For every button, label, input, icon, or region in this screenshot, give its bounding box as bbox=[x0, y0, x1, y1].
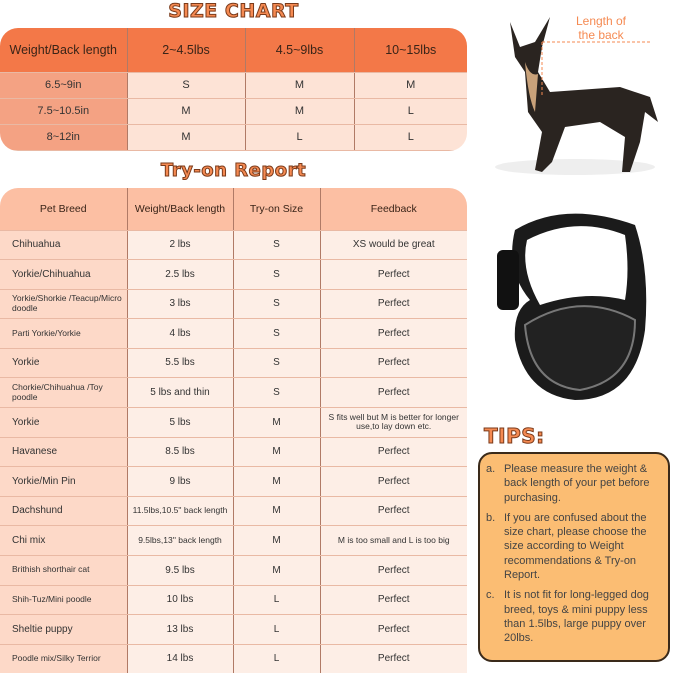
tryon-cell: Perfect bbox=[320, 556, 467, 586]
tip-text: Please measure the weight & back length of your pet before purchasing. bbox=[504, 463, 650, 504]
tryon-cell: S fits well but M is better for longer use,to lay down etc. bbox=[320, 408, 467, 438]
tryon-cell: 10 lbs bbox=[127, 585, 233, 615]
tryon-cell: Perfect bbox=[320, 467, 467, 497]
tryon-header-cell: Weight/Back length bbox=[127, 188, 233, 230]
tryon-cell: 9.5lbs,13'' back length bbox=[127, 526, 233, 556]
table-row bbox=[0, 260, 467, 290]
tryon-cell: Chihuahua bbox=[0, 230, 127, 260]
table-row bbox=[0, 408, 467, 438]
size-chart-title: SIZE CHART bbox=[168, 0, 299, 22]
size-cell: 6.5~9in bbox=[0, 72, 127, 98]
tryon-header-cell: Try-on Size bbox=[233, 188, 320, 230]
tryon-cell: M is too small and L is too big bbox=[320, 526, 467, 556]
tryon-cell: Perfect bbox=[320, 260, 467, 290]
tips-box bbox=[478, 452, 670, 662]
tryon-cell: Dachshund bbox=[0, 496, 127, 526]
table-row bbox=[0, 230, 467, 260]
tryon-cell: 5.5 lbs bbox=[127, 348, 233, 378]
tryon-cell: 14 lbs bbox=[127, 644, 233, 673]
tryon-cell: 5 lbs and thin bbox=[127, 378, 233, 408]
tryon-cell: 9 lbs bbox=[127, 467, 233, 497]
tryon-header-cell: Feedback bbox=[320, 188, 467, 230]
tryon-cell: Yorkie/Min Pin bbox=[0, 467, 127, 497]
tryon-cell: Yorkie bbox=[0, 348, 127, 378]
table-row bbox=[0, 585, 467, 615]
size-row bbox=[0, 124, 467, 150]
size-cell: L bbox=[354, 98, 467, 124]
tip-item bbox=[486, 462, 662, 505]
tryon-cell: Parti Yorkie/Yorkie bbox=[0, 319, 127, 349]
sling-bag-image bbox=[485, 210, 660, 410]
tryon-cell: Chi mix bbox=[0, 526, 127, 556]
tryon-header-cell: Pet Breed bbox=[0, 188, 127, 230]
tip-text: It is not fit for long-legged dog breed, toys & mini puppy less than 1.5lbs, large puppy over 20lbs. bbox=[504, 589, 649, 645]
tryon-cell: M bbox=[233, 467, 320, 497]
tryon-cell: 9.5 lbs bbox=[127, 556, 233, 586]
size-header-cell: Weight/Back length bbox=[0, 28, 127, 72]
size-chart-table bbox=[0, 28, 467, 151]
table-row bbox=[0, 378, 467, 408]
tip-marker: a. bbox=[486, 463, 496, 475]
tryon-cell: 13 lbs bbox=[127, 615, 233, 645]
tryon-cell: M bbox=[233, 556, 320, 586]
tips-title: TIPS: bbox=[484, 424, 545, 448]
tryon-cell: 2.5 lbs bbox=[127, 260, 233, 290]
size-header-cell: 10~15lbs bbox=[354, 28, 467, 72]
table-row bbox=[0, 556, 467, 586]
size-header-cell: 2~4.5lbs bbox=[127, 28, 245, 72]
tryon-cell: L bbox=[233, 644, 320, 673]
dog-back-length-label: Length of the back bbox=[575, 14, 627, 43]
tryon-cell: S bbox=[233, 230, 320, 260]
tryon-cell: Sheltie puppy bbox=[0, 615, 127, 645]
table-row bbox=[0, 615, 467, 645]
tryon-cell: Yorkie/Shorkie /Teacup/Micro doodle bbox=[0, 289, 127, 319]
size-cell: 7.5~10.5in bbox=[0, 98, 127, 124]
tryon-cell: Perfect bbox=[320, 348, 467, 378]
table-row bbox=[0, 348, 467, 378]
table-row bbox=[0, 437, 467, 467]
tryon-cell: 4 lbs bbox=[127, 319, 233, 349]
tryon-cell: Yorkie/Chihuahua bbox=[0, 260, 127, 290]
size-cell: S bbox=[127, 72, 245, 98]
tryon-cell: Perfect bbox=[320, 437, 467, 467]
size-header-cell: 4.5~9lbs bbox=[245, 28, 354, 72]
tryon-cell: S bbox=[233, 319, 320, 349]
tryon-cell: 2 lbs bbox=[127, 230, 233, 260]
tryon-cell: L bbox=[233, 585, 320, 615]
tryon-cell: S bbox=[233, 348, 320, 378]
tryon-title: Try-on Report bbox=[160, 160, 307, 181]
tryon-cell: Poodle mix/Silky Terrior bbox=[0, 644, 127, 673]
tryon-cell: Havanese bbox=[0, 437, 127, 467]
tryon-cell: Shih-Tuz/Mini poodle bbox=[0, 585, 127, 615]
table-row bbox=[0, 644, 467, 673]
size-cell: L bbox=[245, 124, 354, 150]
size-cell: M bbox=[127, 124, 245, 150]
tryon-cell: M bbox=[233, 408, 320, 438]
size-cell: M bbox=[245, 98, 354, 124]
table-row bbox=[0, 289, 467, 319]
size-cell: L bbox=[354, 124, 467, 150]
tryon-cell: Perfect bbox=[320, 289, 467, 319]
tryon-cell: Perfect bbox=[320, 319, 467, 349]
tryon-table bbox=[0, 188, 467, 673]
tip-marker: b. bbox=[486, 511, 496, 524]
size-cell: M bbox=[127, 98, 245, 124]
tip-marker: c. bbox=[486, 589, 495, 602]
tryon-cell: Perfect bbox=[320, 496, 467, 526]
tip-text: If you are confused about the size chart, please choose the size according to Weight recommendations & Try-on Report. bbox=[504, 511, 647, 582]
size-row bbox=[0, 98, 467, 124]
tryon-cell: M bbox=[233, 496, 320, 526]
tryon-cell: 8.5 lbs bbox=[127, 437, 233, 467]
tip-item bbox=[486, 511, 662, 582]
tryon-cell: S bbox=[233, 378, 320, 408]
tryon-cell: S bbox=[233, 260, 320, 290]
size-cell: M bbox=[245, 72, 354, 98]
size-cell: 8~12in bbox=[0, 124, 127, 150]
table-row bbox=[0, 319, 467, 349]
tryon-cell: S bbox=[233, 289, 320, 319]
tip-item bbox=[486, 588, 662, 645]
tryon-cell: XS would be great bbox=[320, 230, 467, 260]
tryon-cell: M bbox=[233, 526, 320, 556]
tryon-cell: Brithish shorthair cat bbox=[0, 556, 127, 586]
tryon-cell: 11.5lbs,10.5'' back length bbox=[127, 496, 233, 526]
tryon-cell: 5 lbs bbox=[127, 408, 233, 438]
size-cell: M bbox=[354, 72, 467, 98]
tryon-cell: Perfect bbox=[320, 585, 467, 615]
tryon-cell: Perfect bbox=[320, 644, 467, 673]
tryon-cell: L bbox=[233, 615, 320, 645]
table-row bbox=[0, 496, 467, 526]
table-row bbox=[0, 526, 467, 556]
tryon-cell: M bbox=[233, 437, 320, 467]
tryon-cell: Yorkie bbox=[0, 408, 127, 438]
tryon-cell: Perfect bbox=[320, 378, 467, 408]
tryon-cell: Chorkie/Chihuahua /Toy poodle bbox=[0, 378, 127, 408]
tryon-cell: Perfect bbox=[320, 615, 467, 645]
size-row bbox=[0, 72, 467, 98]
tryon-cell: 3 lbs bbox=[127, 289, 233, 319]
table-row bbox=[0, 467, 467, 497]
